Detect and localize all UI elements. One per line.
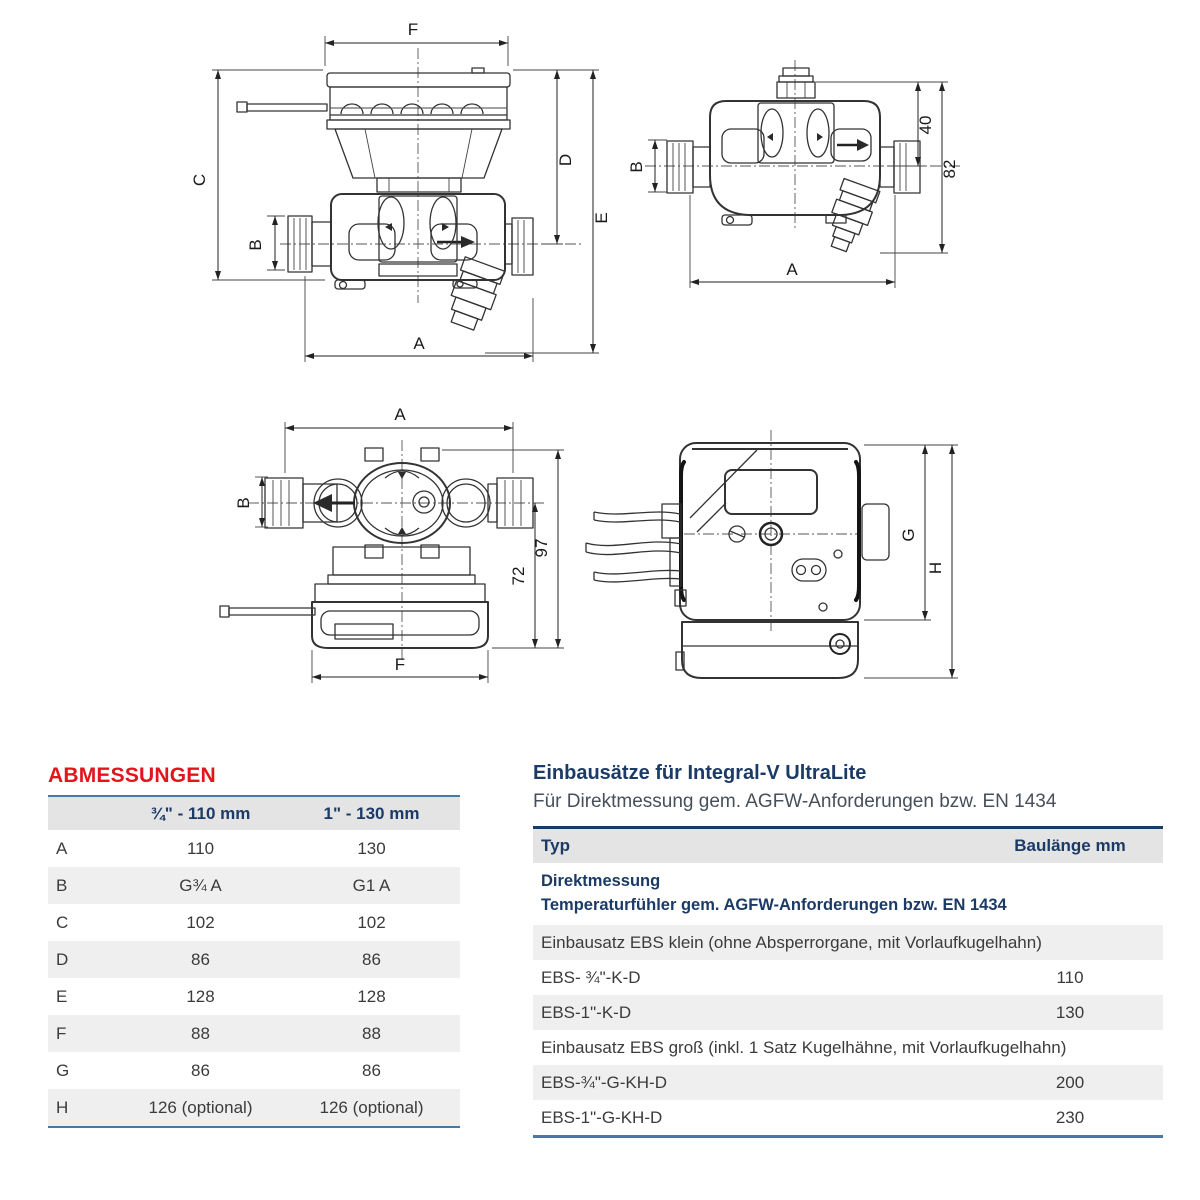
dim-label-a: A [394,405,406,424]
dimension-lines [234,405,564,683]
register-housing-top [312,547,488,648]
dim-label-f: F [407,20,419,39]
row-label: B [56,875,68,895]
section-heading: Einbausätze für Integral-V UltraLite [533,762,867,784]
section-title-line1: Direktmessung [541,872,661,890]
dim-label-97: 97 [532,538,551,558]
length-cell: 130 [1055,1002,1085,1022]
cell-value: 102 [357,912,386,932]
front-view-svg [185,18,611,368]
temperature-probe [220,606,315,617]
cell-value: 130 [357,838,386,858]
cell-value: 110 [186,838,215,858]
group-label-row [533,925,1163,960]
cell-value: G¾ A [179,875,222,895]
dim-label-e: E [592,212,611,224]
install-kits-table [533,826,1163,1138]
typ-cell: EBS-1"-G-KH-D [541,1107,663,1127]
dim-label-h: H [926,561,945,575]
table-row [533,1065,1163,1100]
dimensions-title: ABMESSUNGEN [48,764,460,797]
register-housing [327,68,510,120]
cell-value: 86 [362,1060,381,1080]
length-cell: 200 [1055,1072,1085,1092]
typ-cell: EBS-1"-K-D [541,1002,632,1022]
table-row [533,1100,1163,1135]
mounting-screw [830,634,850,654]
row-label: C [56,912,69,932]
dim-label-a: A [786,260,798,279]
table-row [48,1015,460,1052]
row-label: H [56,1097,69,1117]
cell-value: 128 [357,986,386,1006]
dimension-lines [627,82,959,288]
dim-label-g: G [899,528,918,542]
dim-label-d: D [556,153,575,167]
mounting-plate [676,622,858,678]
top-view-drawing [200,398,600,693]
section-subheading: Für Direktmessung gem. AGFW-Anforderungen bzw. EN 1434 [533,791,1057,812]
cell-value: 88 [362,1023,381,1043]
side-view-svg [627,55,1010,320]
angled-strainer-fitting [821,179,880,256]
flow-direction-arrow-icon [313,494,355,512]
left-inspection-window [349,224,395,260]
table-row [48,830,460,867]
dim-label-b: B [627,161,646,173]
top-view-svg [200,398,600,693]
cell-value: 86 [191,949,210,969]
angled-strainer-fitting [443,257,505,333]
row-label: F [56,1023,67,1043]
row-label: G [56,1060,70,1080]
cell-value: 128 [186,986,215,1006]
cell-value: 88 [191,1023,210,1043]
section-title-line2: Temperaturfühler gem. AGFW-Anforderungen bzw. EN 1434 [541,896,1007,914]
meter-body [288,194,533,289]
register-unit-svg [580,420,980,715]
table-row [48,941,460,978]
group-label: Einbausatz EBS klein (ohne Absperrorgane, mit Vorlaufkugelhahn) [541,932,1042,952]
side-view-drawing [627,55,1010,320]
dim-label-40: 40 [916,115,935,135]
table-section-title [533,863,1163,925]
side-button [862,504,889,560]
dim-label-a: A [413,334,425,353]
row-label: A [56,838,68,858]
dim-label-72: 72 [509,566,528,586]
typ-cell: EBS- ¾"-K-D [541,967,641,987]
flow-direction-arrow-icon [837,139,869,151]
table-header-row [533,829,1163,863]
cell-value: 86 [191,1060,210,1080]
group-label-row [533,1030,1163,1065]
cell-value: 126 (optional) [148,1097,253,1117]
front-view-drawing [185,18,611,368]
dimension-lines [190,20,611,362]
dim-label-f: F [394,655,406,674]
table-row [48,978,460,1015]
flow-direction-arrow-icon [437,236,475,248]
cell-value: 102 [186,912,215,932]
table-row [48,1052,460,1089]
register-unit-drawing [580,420,980,715]
table-row [48,904,460,941]
dimensions-section [48,764,460,1128]
table-row [48,1089,460,1126]
dim-label-c: C [190,173,209,187]
typ-cell: EBS-¾"-G-KH-D [541,1072,667,1092]
meter-body [667,68,920,225]
register-housing [662,443,889,620]
temperature-probe [237,102,327,112]
dimensions-table [48,797,460,1128]
sensor-port [413,491,435,513]
table-header-row [48,797,460,830]
dim-label-b: B [246,239,265,251]
cables [586,512,681,582]
row-label: E [56,986,68,1006]
dimension-lines [864,445,958,678]
table-row [533,960,1163,995]
cell-value: 126 (optional) [319,1097,424,1117]
install-kits-section [533,762,1163,1138]
length-cell: 110 [1056,967,1084,987]
header-col-1inch: 1" - 130 mm [323,803,420,823]
header-col-baulaenge: Baulänge mm [1014,836,1126,855]
cell-value: 86 [362,949,381,969]
dim-label-b: B [234,497,253,509]
dim-label-82: 82 [940,159,959,179]
row-label: D [56,949,69,969]
table-row [48,867,460,904]
table-row [533,995,1163,1030]
header-col-34inch: ¾" - 110 mm [150,803,251,823]
length-cell: 230 [1055,1107,1085,1127]
header-col-typ: Typ [541,836,570,855]
cell-value: G1 A [352,875,391,895]
group-label: Einbausatz EBS groß (inkl. 1 Satz Kugelhähne, mit Vorlaufkugelhahn) [541,1037,1067,1057]
register-neck [327,120,510,192]
